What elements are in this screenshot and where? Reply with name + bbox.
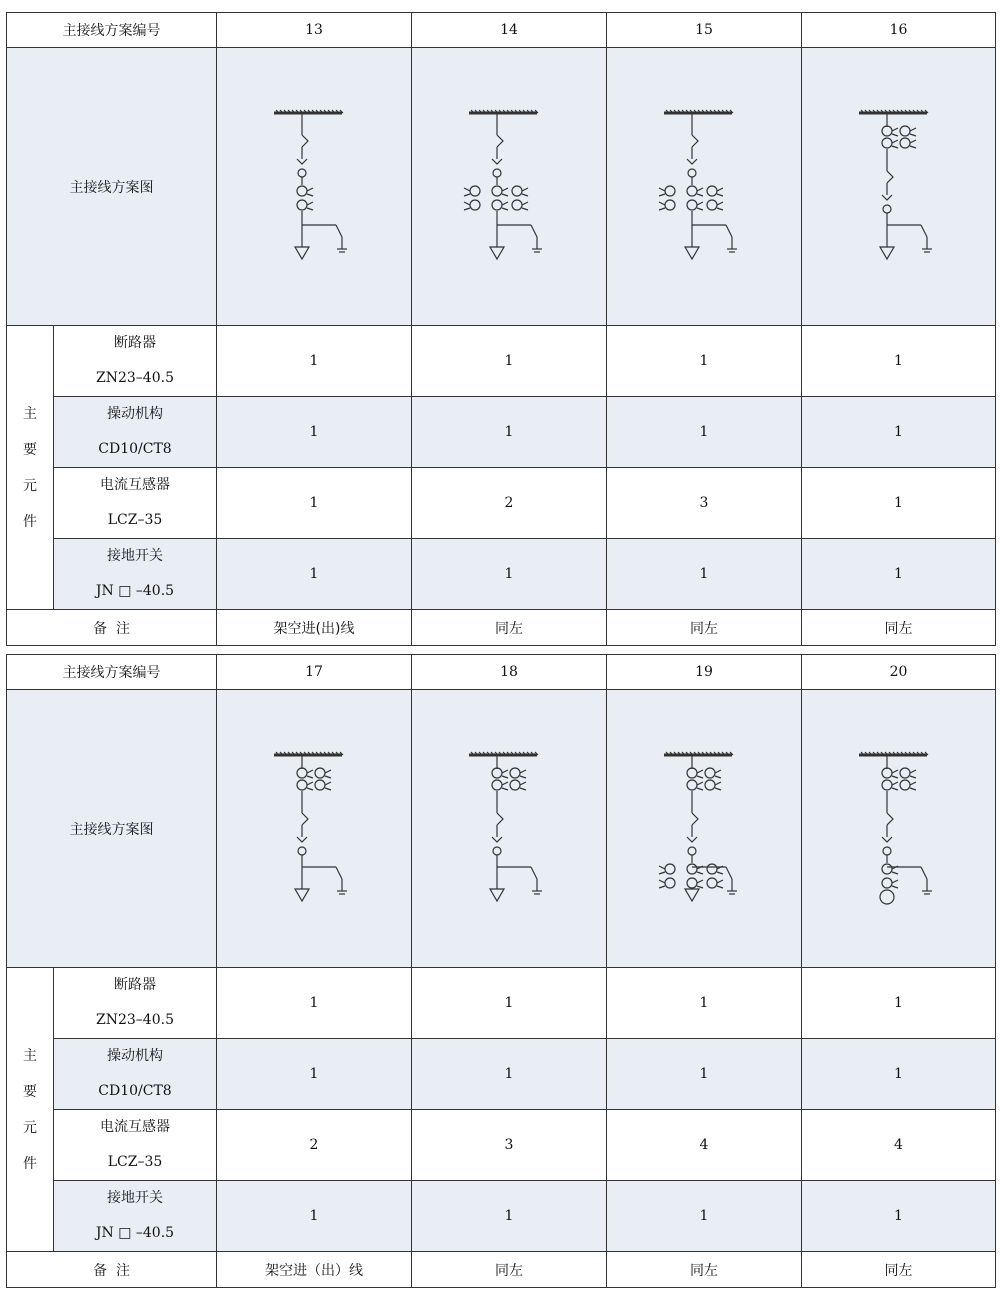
breaker-icon	[692, 135, 698, 147]
component-model: JN □ –40.5	[95, 583, 175, 599]
current-transformer-icon	[882, 138, 898, 148]
isolator-icon	[883, 205, 891, 213]
component-qty: 1	[802, 468, 996, 539]
component-qty: 1	[802, 326, 996, 397]
component-model: JN □ –40.5	[95, 1225, 175, 1241]
current-transformer-icon	[510, 780, 526, 790]
diagram-cell-15	[607, 48, 802, 326]
scheme-diagram-label: 主接线方案图	[7, 690, 217, 968]
current-transformer-icon	[492, 186, 508, 196]
generator-icon	[880, 890, 894, 904]
cable-termination-icon	[295, 247, 309, 259]
component-qty: 1	[217, 397, 412, 468]
component-qty: 1	[802, 539, 996, 610]
current-transformer-icon	[297, 768, 313, 778]
component-qty: 1	[802, 1039, 996, 1110]
component-qty: 1	[802, 968, 996, 1039]
component-qty: 1	[217, 968, 412, 1039]
current-transformer-icon	[512, 186, 528, 196]
component-label	[54, 397, 217, 468]
current-transformer-icon	[659, 864, 675, 874]
isolator-icon	[688, 169, 696, 177]
isolator-icon	[298, 847, 306, 855]
breaker-icon	[692, 813, 698, 825]
isolator-icon	[493, 847, 501, 855]
component-model: ZN23–40.5	[96, 1012, 174, 1028]
wiring-diagram-16	[849, 97, 949, 277]
component-qty: 1	[607, 397, 802, 468]
breaker-icon	[887, 171, 893, 183]
earthing-switch-icon	[531, 225, 537, 237]
component-qty: 1	[412, 326, 607, 397]
current-transformer-icon	[464, 186, 480, 196]
scheme-no-19: 19	[607, 655, 802, 690]
isolator-icon	[493, 169, 501, 177]
component-qty: 3	[607, 468, 802, 539]
main-components-label	[7, 968, 54, 1252]
component-qty: 3	[412, 1110, 607, 1181]
component-label	[54, 1110, 217, 1181]
breaker-icon	[302, 813, 308, 825]
component-qty: 2	[412, 468, 607, 539]
scheme-no-18: 18	[412, 655, 607, 690]
scheme-table-2	[6, 654, 996, 1288]
main-components-char: 主	[23, 405, 37, 422]
diagram-cell-20	[802, 690, 996, 968]
component-name: 操动机构	[107, 406, 163, 422]
current-transformer-icon	[315, 780, 331, 790]
current-transformer-icon	[900, 126, 916, 136]
current-transformer-icon	[464, 200, 480, 210]
diagram-cell-19	[607, 690, 802, 968]
scheme-diagram-label: 主接线方案图	[7, 48, 217, 326]
component-name: 电流互感器	[100, 477, 170, 493]
current-transformer-icon	[659, 200, 675, 210]
scheme-no-20: 20	[802, 655, 996, 690]
component-qty: 1	[802, 397, 996, 468]
component-label	[54, 968, 217, 1039]
breaker-icon	[497, 813, 503, 825]
component-name: 接地开关	[107, 548, 163, 564]
remark-17: 架空进（出）线	[217, 1252, 412, 1288]
earthing-switch-icon	[726, 867, 732, 879]
component-model: LCZ–35	[107, 512, 163, 528]
current-transformer-icon	[707, 186, 723, 196]
current-transformer-icon	[512, 200, 528, 210]
scheme-no-15: 15	[607, 13, 802, 48]
component-label	[54, 1039, 217, 1110]
component-label	[54, 1181, 217, 1252]
breaker-icon	[497, 135, 503, 147]
breaker-icon	[887, 813, 893, 825]
scheme-no-label: 主接线方案编号	[7, 655, 217, 690]
component-qty: 1	[412, 1181, 607, 1252]
wiring-diagram-14	[459, 97, 559, 277]
scheme-no-17: 17	[217, 655, 412, 690]
earthing-switch-icon	[531, 867, 537, 879]
current-transformer-icon	[707, 864, 723, 874]
component-name: 接地开关	[107, 1190, 163, 1206]
breaker-icon	[302, 135, 308, 147]
wiring-diagram-19	[654, 739, 754, 919]
component-model: CD10/CT8	[98, 1083, 172, 1099]
diagram-cell-13	[217, 48, 412, 326]
cable-termination-icon	[685, 889, 699, 901]
current-transformer-icon	[687, 186, 703, 196]
component-model: ZN23–40.5	[96, 370, 174, 386]
current-transformer-icon	[705, 768, 721, 778]
remarks-label: 备 注	[7, 610, 217, 646]
component-model: LCZ–35	[107, 1154, 163, 1170]
wiring-diagram-20	[849, 739, 949, 919]
component-qty: 1	[217, 539, 412, 610]
component-qty: 1	[217, 1039, 412, 1110]
cable-termination-icon	[490, 889, 504, 901]
current-transformer-icon	[900, 138, 916, 148]
remark-13: 架空进(出)线	[217, 610, 412, 646]
current-transformer-icon	[315, 768, 331, 778]
component-name: 断路器	[114, 977, 156, 993]
component-qty: 1	[802, 1181, 996, 1252]
current-transformer-icon	[492, 780, 508, 790]
cable-termination-icon	[295, 889, 309, 901]
cable-termination-icon	[880, 247, 894, 259]
current-transformer-icon	[492, 768, 508, 778]
component-qty: 1	[607, 326, 802, 397]
current-transformer-icon	[705, 780, 721, 790]
current-transformer-icon	[297, 200, 313, 210]
earthing-switch-icon	[921, 225, 927, 237]
component-qty: 4	[607, 1110, 802, 1181]
diagram-cell-18	[412, 690, 607, 968]
main-components-char: 元	[23, 1119, 37, 1136]
remark-19: 同左	[607, 1252, 802, 1288]
current-transformer-icon	[659, 186, 675, 196]
wiring-diagram-17	[264, 739, 364, 919]
component-model: CD10/CT8	[98, 441, 172, 457]
diagram-cell-14	[412, 48, 607, 326]
scheme-no-14: 14	[412, 13, 607, 48]
component-qty: 1	[412, 397, 607, 468]
component-qty: 2	[217, 1110, 412, 1181]
component-qty: 1	[607, 968, 802, 1039]
current-transformer-icon	[707, 200, 723, 210]
wiring-diagram-13	[264, 97, 364, 277]
current-transformer-icon	[297, 186, 313, 196]
current-transformer-icon	[687, 200, 703, 210]
wiring-diagram-15	[654, 97, 754, 277]
main-components-char: 件	[23, 1155, 37, 1172]
current-transformer-icon	[882, 768, 898, 778]
component-label	[54, 539, 217, 610]
component-qty: 4	[802, 1110, 996, 1181]
current-transformer-icon	[900, 780, 916, 790]
diagram-cell-16	[802, 48, 996, 326]
earthing-switch-icon	[336, 867, 342, 879]
current-transformer-icon	[297, 780, 313, 790]
scheme-no-label: 主接线方案编号	[7, 13, 217, 48]
current-transformer-icon	[882, 126, 898, 136]
earthing-switch-icon	[336, 225, 342, 237]
earthing-switch-icon	[726, 225, 732, 237]
main-components-char: 要	[23, 1083, 37, 1100]
current-transformer-icon	[882, 864, 898, 874]
current-transformer-icon	[882, 878, 898, 888]
component-qty: 1	[217, 468, 412, 539]
component-name: 断路器	[114, 335, 156, 351]
component-qty: 1	[412, 539, 607, 610]
cable-termination-icon	[490, 247, 504, 259]
current-transformer-icon	[687, 780, 703, 790]
remarks-label: 备 注	[7, 1252, 217, 1288]
current-transformer-icon	[510, 768, 526, 778]
isolator-icon	[883, 847, 891, 855]
current-transformer-icon	[687, 864, 703, 874]
main-components-char: 元	[23, 477, 37, 494]
current-transformer-icon	[687, 768, 703, 778]
scheme-table-1	[6, 12, 996, 646]
component-qty: 1	[607, 1039, 802, 1110]
main-components-char: 件	[23, 513, 37, 530]
scheme-no-16: 16	[802, 13, 996, 48]
current-transformer-icon	[707, 878, 723, 888]
component-qty: 1	[412, 968, 607, 1039]
component-name: 电流互感器	[100, 1119, 170, 1135]
component-label	[54, 468, 217, 539]
current-transformer-icon	[687, 878, 703, 888]
remark-18: 同左	[412, 1252, 607, 1288]
current-transformer-icon	[659, 878, 675, 888]
main-components-char: 要	[23, 441, 37, 458]
component-qty: 1	[217, 326, 412, 397]
component-qty: 1	[412, 1039, 607, 1110]
remark-15: 同左	[607, 610, 802, 646]
isolator-icon	[688, 847, 696, 855]
main-components-label	[7, 326, 54, 610]
component-qty: 1	[217, 1181, 412, 1252]
isolator-icon	[298, 169, 306, 177]
current-transformer-icon	[882, 780, 898, 790]
main-components-char: 主	[23, 1047, 37, 1064]
wiring-diagram-18	[459, 739, 559, 919]
scheme-no-13: 13	[217, 13, 412, 48]
current-transformer-icon	[492, 200, 508, 210]
component-qty: 1	[607, 1181, 802, 1252]
remark-16: 同左	[802, 610, 996, 646]
current-transformer-icon	[900, 768, 916, 778]
earthing-switch-icon	[921, 867, 927, 879]
diagram-cell-17	[217, 690, 412, 968]
cable-termination-icon	[685, 247, 699, 259]
component-label	[54, 326, 217, 397]
component-name: 操动机构	[107, 1048, 163, 1064]
component-qty: 1	[607, 539, 802, 610]
remark-14: 同左	[412, 610, 607, 646]
remark-20: 同左	[802, 1252, 996, 1288]
